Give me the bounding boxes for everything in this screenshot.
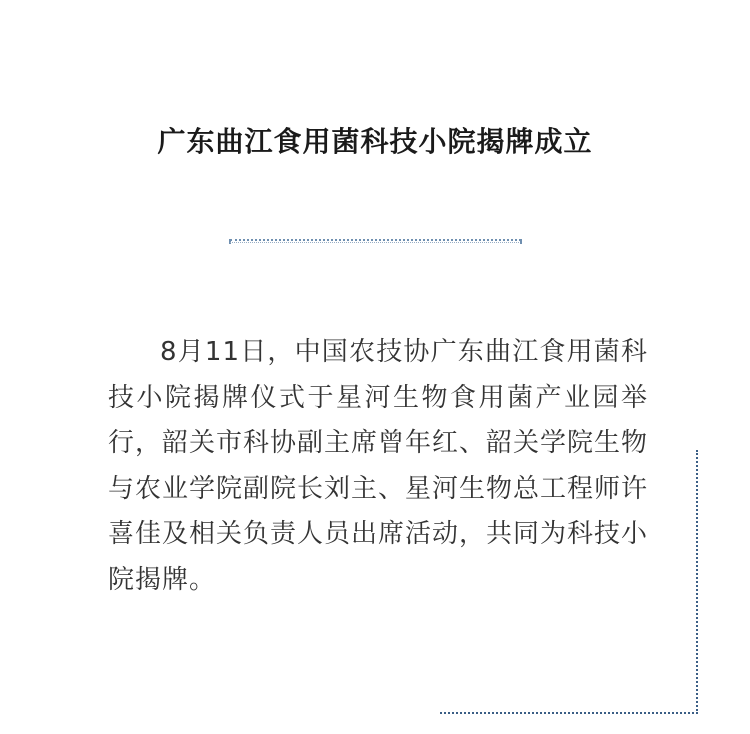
decorative-frame-bottom-edge [440,712,698,714]
article-body: 8月11日，中国农技协广东曲江食用菌科技小院揭牌仪式于星河生物食用菌产业园举行，韶关市科协副主席曾年红、韶关学院生物与农业学院副院长刘主、星河生物总工程师许喜佳及相关负责人员出席活动，共同为科技小院揭牌。 [108,337,649,595]
divider-right-cap [520,239,522,244]
decorative-frame-right-edge [696,450,698,714]
title-divider [230,239,521,243]
article-title: 广东曲江食用菌科技小院揭牌成立 [157,125,593,158]
